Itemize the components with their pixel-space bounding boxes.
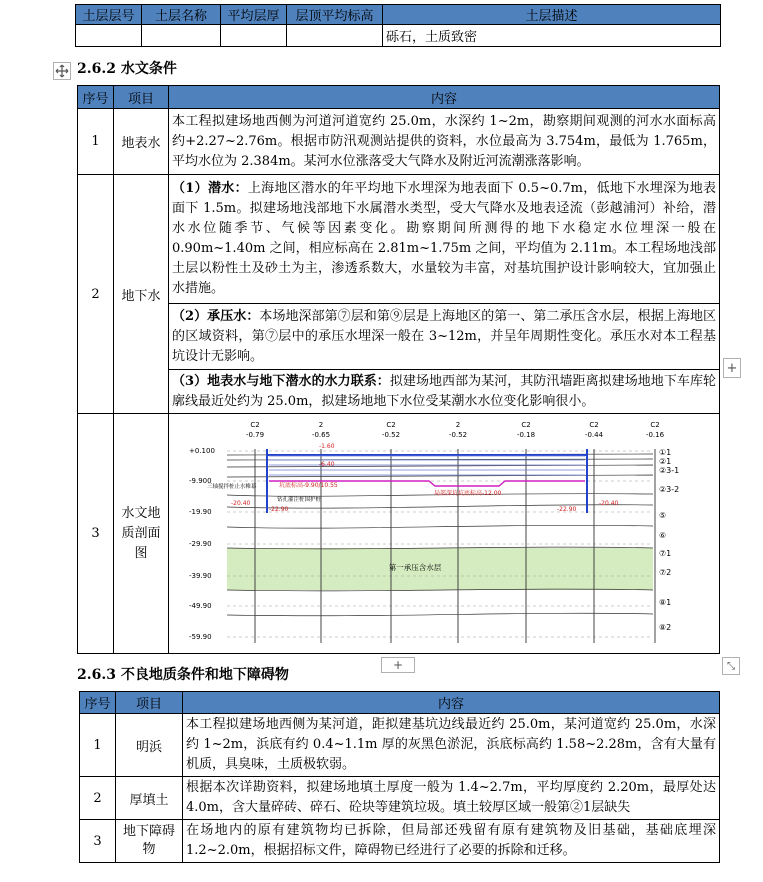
level-mark: -1.60 — [319, 442, 335, 450]
soil-layer-table — [75, 4, 721, 47]
layer-label: ②1 — [659, 456, 672, 466]
borehole-elev: -0.18 — [516, 430, 536, 439]
borehole-id: C2 — [250, 420, 260, 429]
row-item: 地表水 — [114, 109, 169, 175]
row-number: 3 — [80, 820, 116, 863]
hydro-geologic-profile — [169, 415, 697, 653]
borehole-elev: -0.44 — [584, 430, 604, 439]
row-item: 水文地质剖面图 — [114, 414, 169, 654]
table-cell — [221, 25, 287, 47]
col-header: 内容 — [169, 86, 720, 109]
depth-mark: -22.90 — [557, 505, 577, 513]
borehole-id: C2 — [521, 420, 531, 429]
depth-label: -39.90 — [189, 571, 212, 580]
table-cell: 砾石，土质致密 — [383, 25, 721, 47]
adverse-geology-table — [79, 691, 720, 863]
layer-label: ②3-1 — [659, 465, 680, 475]
row-number: 2 — [80, 777, 116, 820]
col-header: 土层层号 — [76, 5, 142, 25]
resize-icon[interactable]: ⤡ — [722, 657, 740, 675]
phreatic-water-text: （1）潜水：上海地区潜水的年平均地下水埋深为地表面下 0.5~0.7m，低地下水埋深为地表面下 1.5m。拟建场地浅部地下水属潜水类型，受大气降水及地表迳流（彭越浦河）补给，潜水水位随季节、气候等因素变化。勘察期间所测得的地下水稳定水位埋深一般在 0.90m~1.40m 之间，相应标高在 2.81m~1.75m 之间，平均值为 2.11m。本工程场地浅部土层以粉性土及砂土为主，渗透系数大，水量较为丰富，对基坑围护设计影响较大，宜加强止水措施。 — [169, 175, 720, 304]
depth-label: -29.90 — [189, 539, 212, 548]
local-pit-label: 局部深坑坑底标高-12.00 — [434, 489, 502, 497]
pile-label: 三轴搅拌桩止水帷幕 — [207, 483, 257, 490]
row-content: 本工程拟建场地西侧为某河道，距拟建基坑边线最近约 25.0m，某河道宽约 25.0m，水深约 1~2m，浜底有约 0.4~1.1m 厚的灰黑色淤泥，浜底标高约 1.58~2.28m，含有大量有机质，具臭味，土质极软弱。 — [183, 714, 720, 777]
row-number: 1 — [80, 714, 116, 777]
layer-label: ⑤ — [659, 510, 667, 520]
layer-label: ⑧2 — [659, 622, 672, 632]
section-heading: 2.6.2 水文条件 — [77, 61, 177, 77]
row-item: 明浜 — [116, 714, 183, 777]
layer-label: ①1 — [659, 447, 672, 457]
hydrology-table — [77, 85, 720, 654]
layer-label: ⑦2 — [659, 567, 672, 577]
row-number: 1 — [78, 109, 114, 175]
depth-label: -59.90 — [189, 632, 212, 641]
level-mark: -6.40 — [319, 460, 335, 468]
col-header: 项目 — [114, 86, 169, 109]
table-cell — [76, 25, 142, 47]
borehole-elev: -0.65 — [311, 430, 331, 439]
row-content: 在场地内的原有建筑物均已拆除，但局部还残留有原有建筑物及旧基础，基础底埋深 1.2~2.0m，根据招标文件，障碍物已经进行了必要的拆除和迁移。 — [183, 820, 720, 863]
borehole-id: C2 — [650, 420, 660, 429]
table-cell — [142, 25, 221, 47]
depth-mark: -20.40 — [231, 499, 251, 507]
borehole-elev: -0.52 — [448, 430, 468, 439]
borehole-id: 2 — [455, 420, 461, 429]
borehole-elev: -0.16 — [645, 430, 665, 439]
row-item: 厚填土 — [116, 777, 183, 820]
hydraulic-link-text: （3）地表水与地下潜水的水力联系：拟建场地西部为某河，其防汛墙距离拟建场地地下车库轮廓线最近处约为 25.0m，拟建场地地下水位受某潮水水位变化影响很小。 — [169, 370, 720, 414]
row-content: 根据本次详勘资料，拟建场地填土厚度一般为 1.4~2.7m，平均厚度约 2.20m，最厚处达 4.0m，含大量碎砖、碎石、砼块等建筑垃圾。填土较厚区域一般第②1层缺失 — [183, 777, 720, 820]
col-header: 序号 — [78, 86, 114, 109]
plus-icon[interactable]: + — [723, 358, 741, 378]
row-number: 3 — [78, 414, 114, 654]
move-handle-icon[interactable] — [53, 62, 71, 80]
borehole-elev: -0.52 — [381, 430, 401, 439]
borehole-elev: -0.79 — [245, 430, 265, 439]
borehole-id: C2 — [386, 420, 396, 429]
depth-label: +0.100 — [189, 446, 215, 455]
layer-label: ②3-2 — [659, 484, 680, 494]
confined-water-text: （2）承压水：本场地深部第⑦层和第⑨层是上海地区的第一、第二承压含水层，根据上海地区的区域资料，第⑦层中的承压水埋深一般在 3~12m，并呈年周期性变化。承压水对本工程基坑设计无影响。 — [169, 304, 720, 370]
plus-icon[interactable]: + — [381, 657, 415, 673]
layer-label: ⑥ — [659, 530, 667, 540]
col-header: 层顶平均标高 — [287, 5, 383, 25]
row-item: 地下水 — [114, 175, 169, 414]
layer-label: ⑧1 — [659, 597, 672, 607]
borehole-id: C2 — [589, 420, 599, 429]
aquifer-label: 第一承压含水层 — [388, 562, 442, 572]
borehole-id: 2 — [318, 420, 324, 429]
depth-label: -49.90 — [189, 601, 212, 610]
col-header: 土层描述 — [383, 5, 721, 25]
depth-label: -19.90 — [189, 507, 212, 516]
pile-label: 钻孔灌注桩围护桩 — [277, 496, 322, 503]
table-cell — [287, 25, 383, 47]
row-item: 地下障碍物 — [116, 820, 183, 863]
pit-bottom-label: 坑底标高-9.90/10.55 — [279, 481, 338, 489]
row-number: 2 — [78, 175, 114, 414]
row-content: 本工程拟建场地西侧为河道河道宽约 25.0m，水深约 1~2m，勘察期间观测的河水水面标高约+2.27~2.76m。根据市防汛观测站提供的资料，水位最高为 3.754m，最低为 1.765m，平均水位为 2.384m。某河水位涨落受大气降水及附近河流潮涨落影响。 — [169, 109, 720, 175]
col-header: 土层名称 — [142, 5, 221, 25]
depth-mark: -22.90 — [269, 505, 289, 513]
col-header: 序号 — [80, 692, 116, 714]
col-header: 项目 — [116, 692, 183, 714]
section-heading: 2.6.3 不良地质条件和地下障碍物 — [77, 667, 289, 683]
layer-label: ⑦1 — [659, 548, 672, 558]
depth-mark: -20.40 — [599, 499, 619, 507]
col-header: 平均层厚 — [221, 5, 287, 25]
profile-cell — [169, 414, 720, 654]
col-header: 内容 — [183, 692, 720, 714]
depth-label: -9.900 — [189, 476, 212, 485]
